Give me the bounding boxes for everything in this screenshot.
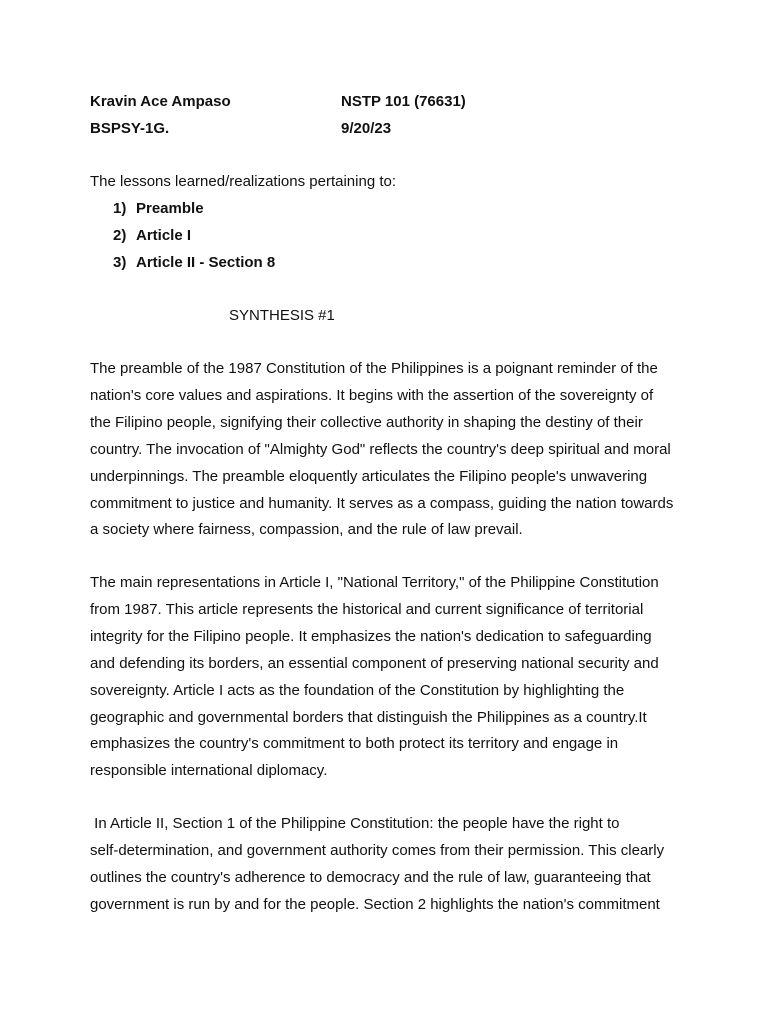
paragraph-line: underpinnings. The preamble eloquently articulates the Filipino people's unwavering [90, 467, 648, 485]
paragraph-line: commitment to justice and humanity. It serves as a compass, guiding the nation towards [90, 494, 674, 512]
paragraph-line: nation's core values and aspirations. It begins with the assertion of the sovereignty of [90, 386, 654, 404]
paragraph-line: geographic and governmental borders that distinguish the Philippines as a country.It [90, 708, 647, 726]
paragraph-line: self-determination, and government authority comes from their permission. This clearly [90, 841, 665, 859]
document-date: 9/20/23 [341, 120, 392, 137]
paragraph-line: the Filipino people, signifying their collective authority in shaping the destiny of their [90, 413, 643, 431]
synthesis-title: SYNTHESIS #1 [229, 307, 335, 324]
paragraph-article-1 [90, 570, 690, 785]
list-item [113, 226, 275, 253]
paragraph-line: a society where fairness, compassion, and the rule of law prevail. [90, 521, 523, 539]
paragraph-line: and defending its borders, an essential component of preserving national security and [90, 654, 659, 672]
course-code: NSTP 101 (76631) [341, 93, 466, 110]
list-item-number: 2) [113, 227, 127, 244]
paragraph-line: emphasizes the country's commitment to both protect its territory and engage in [90, 735, 619, 753]
list-item-number: 1) [113, 200, 127, 217]
list-item-label: Article II - Section 8 [136, 254, 276, 271]
intro-text: The lessons learned/realizations pertaining to: [90, 173, 397, 190]
paragraph-article-2 [90, 811, 690, 919]
list-item [113, 253, 275, 280]
paragraph-line: outlines the country's adherence to democracy and the rule of law, guaranteeing that [90, 868, 651, 886]
paragraph-line: integrity for the Filipino people. It emphasizes the nation's dedication to safeguarding [90, 627, 652, 645]
list-item-number: 3) [113, 254, 127, 271]
paragraph-line: The preamble of the 1987 Constitution of the Philippines is a poignant reminder of the [90, 360, 658, 377]
document-header [90, 92, 690, 146]
header-row-1 [90, 92, 690, 119]
paragraph-preamble [90, 356, 690, 544]
paragraph-line: The main representations in Article I, "National Territory," of the Philippine Constitution [90, 574, 659, 591]
paragraph-line: government is run by and for the people. Section 2 highlights the nation's commitment [90, 895, 660, 913]
list-item-label: Article I [136, 227, 192, 244]
student-section: BSPSY-1G. [90, 120, 170, 137]
paragraph-line: from 1987. This article represents the historical and current significance of territorial [90, 600, 644, 618]
paragraph-line: country. The invocation of "Almighty God" reflects the country's deep spiritual and moral [90, 440, 671, 458]
student-name: Kravin Ace Ampaso [90, 93, 231, 110]
topics-list [113, 199, 275, 280]
paragraph-line: responsible international diplomacy. [90, 762, 328, 780]
paragraph-line: sovereignty. Article I acts as the foundation of the Constitution by highlighting the [90, 681, 625, 699]
list-item [113, 199, 275, 226]
header-row-2 [90, 119, 690, 146]
list-item-label: Preamble [136, 200, 204, 217]
paragraph-line: In Article II, Section 1 of the Philippine Constitution: the people have the right to [90, 815, 620, 832]
